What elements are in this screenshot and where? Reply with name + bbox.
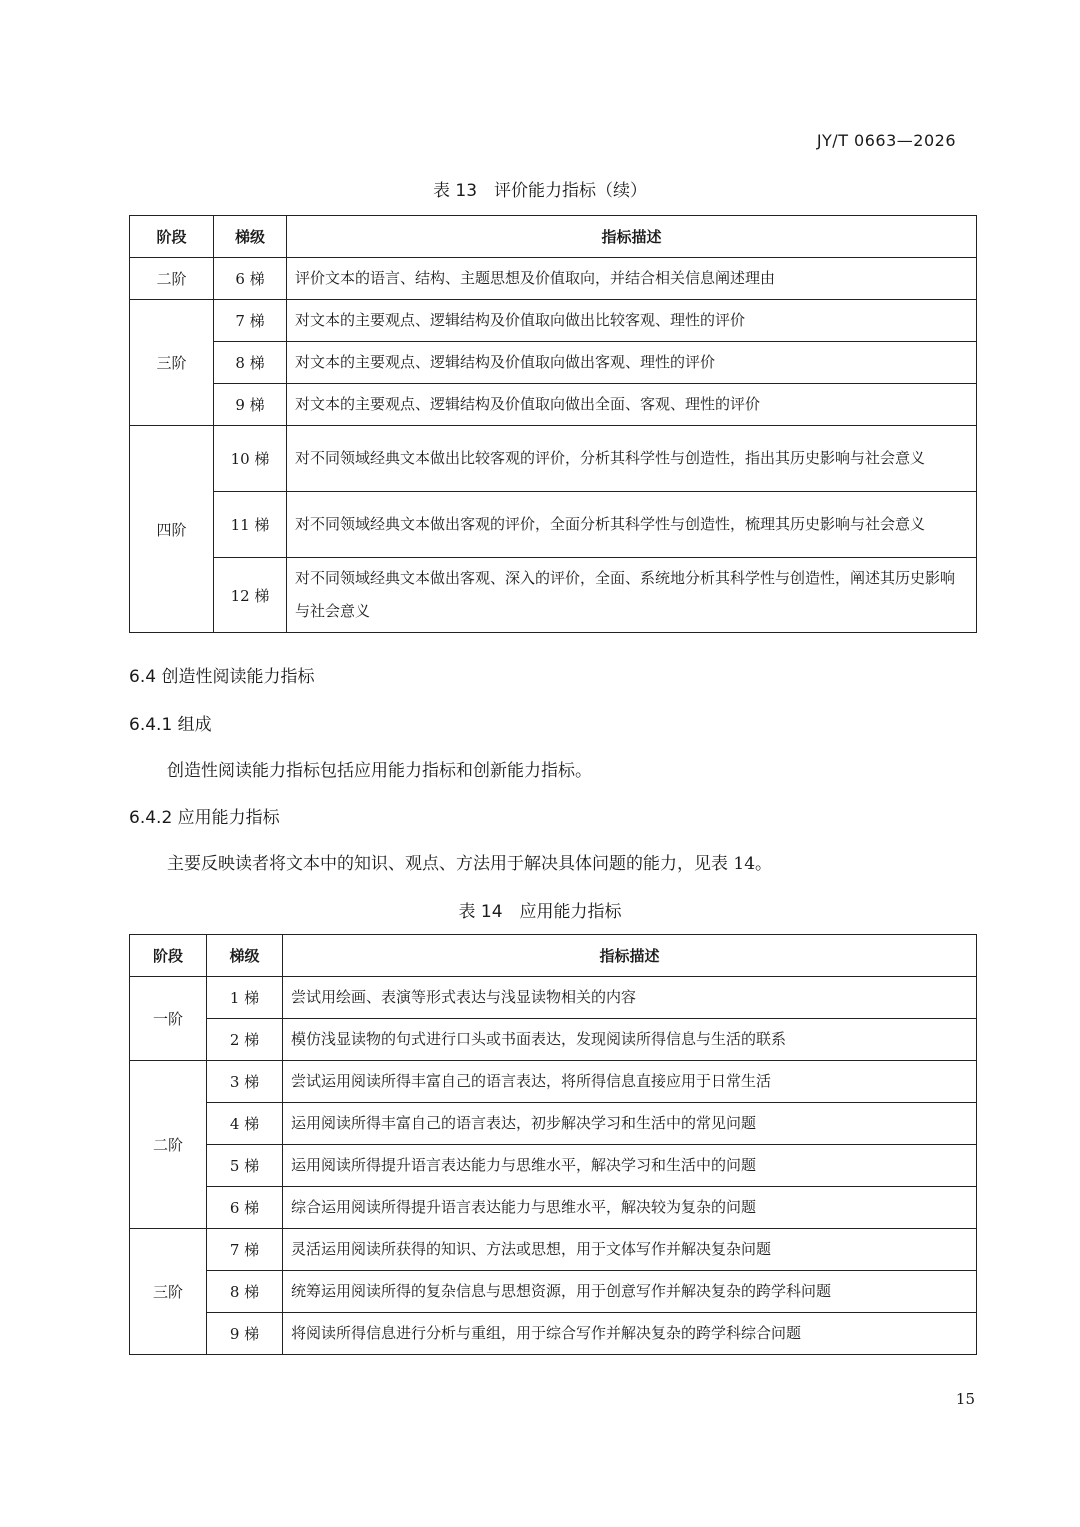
section-paragraph-6-4-1: 创造性阅读能力指标包括应用能力指标和创新能力指标。 xyxy=(167,761,592,781)
table-row xyxy=(130,300,977,342)
description-cell: 模仿浅显读物的句式进行口头或书面表达，发现阅读所得信息与生活的联系 xyxy=(283,1019,977,1061)
description-cell: 尝试用绘画、表演等形式表达与浅显读物相关的内容 xyxy=(283,977,977,1019)
level-cell: 11 梯 xyxy=(214,492,287,558)
column-header-stage: 阶段 xyxy=(130,216,214,258)
description-cell: 统筹运用阅读所得的复杂信息与思想资源，用于创意写作并解决复杂的跨学科问题 xyxy=(283,1271,977,1313)
table-row xyxy=(130,977,977,1019)
stage-cell: 二阶 xyxy=(130,258,214,300)
page-number: 15 xyxy=(955,1390,975,1408)
level-cell: 7 梯 xyxy=(214,300,287,342)
description-cell: 评价文本的语言、结构、主题思想及价值取向，并结合相关信息阐述理由 xyxy=(287,258,977,300)
table-14 xyxy=(129,934,977,1355)
level-cell: 5 梯 xyxy=(207,1145,283,1187)
description-cell: 对不同领域经典文本做出客观的评价，全面分析其科学性与创造性，梳理其历史影响与社会意义 xyxy=(287,492,977,558)
description-cell: 运用阅读所得丰富自己的语言表达，初步解决学习和生活中的常见问题 xyxy=(283,1103,977,1145)
description-cell: 综合运用阅读所得提升语言表达能力与思维水平，解决较为复杂的问题 xyxy=(283,1187,977,1229)
column-header-description: 指标描述 xyxy=(287,216,977,258)
table-row xyxy=(130,342,977,384)
section-heading-6-4-2: 6.4.2 应用能力指标 xyxy=(129,808,280,828)
description-cell: 运用阅读所得提升语言表达能力与思维水平，解决学习和生活中的问题 xyxy=(283,1145,977,1187)
table-row xyxy=(130,258,977,300)
level-cell: 12 梯 xyxy=(214,558,287,633)
level-cell: 9 梯 xyxy=(214,384,287,426)
table-row xyxy=(130,1313,977,1355)
table-row xyxy=(130,1271,977,1313)
table-13-caption: 表 13 评价能力指标（续） xyxy=(432,181,648,201)
level-cell: 2 梯 xyxy=(207,1019,283,1061)
section-heading-6-4-1: 6.4.1 组成 xyxy=(129,715,212,735)
table-row xyxy=(130,1061,977,1103)
level-cell: 9 梯 xyxy=(207,1313,283,1355)
stage-cell: 三阶 xyxy=(130,1229,207,1355)
level-cell: 10 梯 xyxy=(214,426,287,492)
stage-cell: 二阶 xyxy=(130,1061,207,1229)
description-cell: 对文本的主要观点、逻辑结构及价值取向做出比较客观、理性的评价 xyxy=(287,300,977,342)
description-cell: 对文本的主要观点、逻辑结构及价值取向做出客观、理性的评价 xyxy=(287,342,977,384)
stage-cell: 四阶 xyxy=(130,426,214,633)
table-13 xyxy=(129,215,977,633)
description-cell: 尝试运用阅读所得丰富自己的语言表达，将所得信息直接应用于日常生活 xyxy=(283,1061,977,1103)
column-header-level: 梯级 xyxy=(207,935,283,977)
level-cell: 8 梯 xyxy=(214,342,287,384)
table-header-row xyxy=(130,216,977,258)
description-cell: 将阅读所得信息进行分析与重组，用于综合写作并解决复杂的跨学科综合问题 xyxy=(283,1313,977,1355)
table-row xyxy=(130,426,977,492)
description-cell: 灵活运用阅读所获得的知识、方法或思想，用于文体写作并解决复杂问题 xyxy=(283,1229,977,1271)
section-paragraph-6-4-2: 主要反映读者将文本中的知识、观点、方法用于解决具体问题的能力，见表 14。 xyxy=(167,854,773,874)
column-header-level: 梯级 xyxy=(214,216,287,258)
table-row xyxy=(130,1019,977,1061)
column-header-stage: 阶段 xyxy=(130,935,207,977)
table-row xyxy=(130,492,977,558)
document-code: JY/T 0663—2026 xyxy=(816,131,956,150)
description-cell: 对文本的主要观点、逻辑结构及价值取向做出全面、客观、理性的评价 xyxy=(287,384,977,426)
level-cell: 4 梯 xyxy=(207,1103,283,1145)
level-cell: 3 梯 xyxy=(207,1061,283,1103)
level-cell: 7 梯 xyxy=(207,1229,283,1271)
column-header-description: 指标描述 xyxy=(283,935,977,977)
table-row xyxy=(130,1145,977,1187)
table-row xyxy=(130,1103,977,1145)
level-cell: 1 梯 xyxy=(207,977,283,1019)
description-cell: 对不同领域经典文本做出比较客观的评价，分析其科学性与创造性，指出其历史影响与社会意义 xyxy=(287,426,977,492)
table-row xyxy=(130,1187,977,1229)
level-cell: 6 梯 xyxy=(214,258,287,300)
table-header-row xyxy=(130,935,977,977)
section-heading-6-4: 6.4 创造性阅读能力指标 xyxy=(129,667,315,687)
description-cell: 对不同领域经典文本做出客观、深入的评价，全面、系统地分析其科学性与创造性，阐述其历史影响与社会意义 xyxy=(287,558,977,633)
level-cell: 6 梯 xyxy=(207,1187,283,1229)
table-row xyxy=(130,558,977,633)
table-14-caption: 表 14 应用能力指标 xyxy=(458,902,622,922)
table-row xyxy=(130,1229,977,1271)
stage-cell: 一阶 xyxy=(130,977,207,1061)
table-row xyxy=(130,384,977,426)
stage-cell: 三阶 xyxy=(130,300,214,426)
level-cell: 8 梯 xyxy=(207,1271,283,1313)
